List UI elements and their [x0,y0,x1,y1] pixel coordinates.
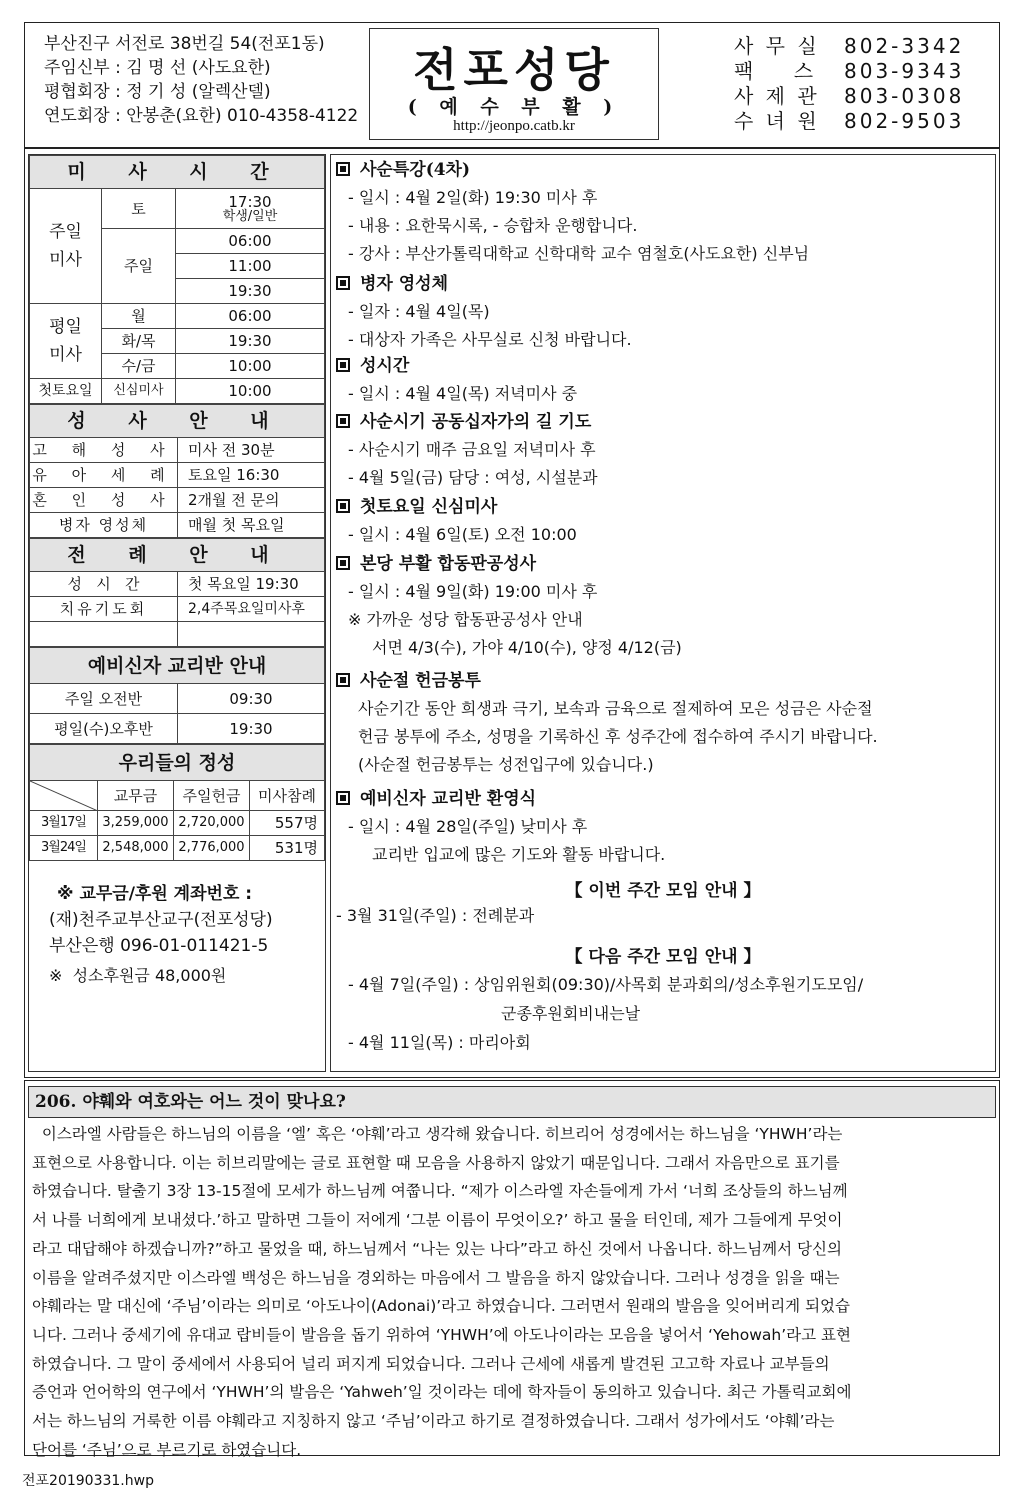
article-line: 서 나를 너희에게 보내셨다.’하고 말하면 그들이 저에게 ‘그분 이름이 무엇이오?’ 하고 물을 터인데, 제가 그들에게 무엇이 [32,1211,843,1230]
notice-title: 성시간 [336,352,577,380]
offering-corner [30,781,98,811]
diagonal-line-icon [30,781,98,811]
notice-line: - 4월 5일(금) 담당 : 여성, 시설분과 [348,468,598,487]
offering-value: 2,776,000 [174,836,250,861]
first-sat-kind: 신심미사 [102,379,176,404]
contact-label: 팩 스 [734,59,817,83]
notice-line: (사순절 헌금봉투는 성전입구에 있습니다.) [358,755,654,774]
article-title: 206. 야훼와 여호와는 어느 것이 맞나요? [28,1086,996,1118]
account-number: 부산은행 096-01-011421-5 [49,936,269,956]
contact-row [734,109,964,134]
sacrament-name: 혼 인 성 사 [30,488,178,513]
weekday-mass-label: 평일 미사 [30,304,102,379]
contact-number: 802-9503 [844,109,965,133]
account-info [29,861,325,989]
offering-date: 3월24일 [30,836,98,861]
notice-title: 본당 부활 합동판공성사 [336,550,682,578]
offering-heading: 우리들의 정성 [30,745,325,781]
sacrament-name: 병자 영성체 [30,513,178,538]
offering-value: 2,548,000 [98,836,174,861]
catechism-time: 09:30 [178,684,325,714]
square-bullet-icon [336,673,350,687]
notice-line: - 일시 : 4월 9일(화) 19:00 미사 후 [348,582,598,601]
next-week-list [336,970,863,1057]
square-bullet-icon [336,358,350,372]
liturgy-name: 치유기도회 [30,597,178,622]
catechism-table [29,647,325,744]
liturgy-name [30,622,178,647]
notice-line: - 사순시기 매주 금요일 저녁미사 후 [348,440,596,459]
article-line: 라고 대답해야 하겠습니까?”하고 물었을 때, 하느님께서 “나는 있는 나다”라고 하신 것에서 나옵니다. 하느님께서 당신의 [32,1239,842,1258]
square-bullet-icon [336,276,350,290]
notice-title: 예비신자 교리반 환영식 [336,785,665,813]
notice [336,352,577,408]
notice-line: - 일자 : 4월 4일(목) [348,302,490,321]
liturgy-value [178,622,325,647]
article-line: 이름을 알려주셨지만 이스라엘 백성은 하느님을 경외하는 마음에서 그 발음을 하지 않았습니다. 그러나 성경을 읽을 때는 [32,1268,840,1287]
weekday-day: 월 [102,304,176,329]
sun-label: 주일 [102,229,176,304]
offering-col: 주일헌금 [174,781,250,811]
offering-value: 3,259,000 [98,811,174,836]
offering-col: 미사참례 [250,781,325,811]
article-line: 하였습니다. 그 말이 중세에서 사용되어 널리 퍼지게 되었습니다. 그러나 근세에 새롭게 발견된 고고학 자료나 교부들의 [32,1354,830,1373]
sacrament-name: 유 아 세 례 [30,463,178,488]
notice-title: 사순시기 공동십자가의 길 기도 [336,408,598,436]
square-bullet-icon [336,556,350,570]
sponsor-amount: ※ 성소후원금 48,000원 [49,966,227,985]
first-sat-time: 10:00 [176,379,325,404]
offering-value: 531명 [250,836,325,861]
contact-label: 사 제 관 [734,84,820,108]
catechism-heading: 예비신자 교리반 안내 [30,648,325,684]
notice-line: - 강사 : 부산가톨릭대학교 신학대학 교수 염철호(사도요한) 신부님 [348,244,810,263]
contact-row [734,59,964,84]
next-week-title: 【 다음 주간 모임 안내 】 [565,947,761,967]
liturgy-name: 성 시 간 [30,572,178,597]
square-bullet-icon [336,499,350,513]
liturgy-value: 2,4주목요일미사후 [178,597,325,622]
notice-line: - 일시 : 4월 28일(주일) 낮미사 후 [348,817,588,836]
notice [336,408,598,492]
article-line: 하였습니다. 탈출기 3장 13-15절에 모세가 하느님께 여쭙니다. “제가 이스라엘 자손들에게 가서 ‘너희 조상들의 하느님께 [32,1182,848,1201]
offering-value: 557명 [250,811,325,836]
page-subtitle: ( 예 수 부 활 ) [407,96,621,118]
weekday-time: 06:00 [176,304,325,329]
article-line: 표현으로 사용합니다. 이는 히브리말에는 글로 표현할 때 모음을 사용하지 않았기 때문입니다. 그래서 자음만으로 표기를 [32,1153,840,1172]
contact-label: 사 무 실 [734,34,820,58]
notice [336,667,878,779]
article-line: 단어를 ‘주님’으로 부르기로 하였습니다. [32,1440,302,1459]
sun-time: 19:30 [176,279,325,304]
contact-label: 수 녀 원 [734,109,820,133]
website-url: http://jeonpo.catb.kr [453,118,575,134]
square-bullet-icon [336,162,350,176]
notice-line: 헌금 봉투에 주소, 성명을 기록하신 후 성주간에 접수하여 주시기 바랍니다. [358,727,878,746]
weekday-time: 10:00 [176,354,325,379]
notice-title: 사순특강(4차) [336,156,809,184]
notice-title: 병자 영성체 [336,270,632,298]
notice-line: 사순기간 동안 희생과 극기, 보속과 금육으로 절제하여 모은 성금은 사순절 [358,699,873,718]
offering-value: 2,720,000 [174,811,250,836]
offering-col: 교무금 [98,781,174,811]
notice-line: - 일시 : 4월 6일(토) 오전 10:00 [348,525,577,544]
sat-note: 학생/일반 [222,209,278,224]
contact-row [734,84,964,109]
notice [336,493,577,549]
this-week-item: - 3월 31일(주일) : 전례분과 [336,906,535,925]
contact-number: 803-9343 [844,59,965,83]
catechism-time: 19:30 [178,714,325,744]
liturgy-table [29,538,325,647]
catechism-class: 주일 오전반 [30,684,178,714]
offering-table [29,744,325,861]
sat-label: 토 [102,189,176,229]
account-owner: (재)천주교부산교구(전포성당) [49,910,273,930]
liturgy-value: 첫 목요일 19:30 [178,572,325,597]
sacrament-heading: 성 사 안 내 [30,405,325,438]
sun-time: 11:00 [176,254,325,279]
page-title: 전포성당 [413,43,615,97]
sunday-mass-label: 주일 미사 [30,189,102,304]
article-body [28,1120,996,1464]
next-week-item: - 4월 11일(목) : 마리아회 [348,1033,531,1052]
parish-info [44,32,358,128]
weekday-day: 수/금 [102,354,176,379]
mass-table [29,155,325,404]
weekday-day: 화/목 [102,329,176,354]
article-line: 니다. 그러나 중세기에 유대교 랍비들이 발음을 돕기 위하여 ‘YHWH’에 아도나이라는 모음을 넣어서 ‘Yehowah’라고 표현 [32,1325,851,1344]
square-bullet-icon [336,414,350,428]
notice-line: - 대상자 가족은 사무실로 신청 바랍니다. [348,330,632,349]
article-line: 이스라엘 사람들은 하느님의 이름을 ‘엘’ 혹은 ‘야훼’라고 생각해 왔습니다. 히브리어 성경에서는 하느님을 ‘YHWH’라는 [32,1125,843,1143]
left-column [28,154,326,1072]
pastor: 주임신부 : 김 명 선 (사도요한) [44,58,271,78]
sacrament-value: 미사 전 30분 [178,438,325,463]
next-week-item: 군종후원회비내는날 [501,1004,641,1023]
notice-title: 첫토요일 신심미사 [336,493,577,521]
contact-row [734,34,964,59]
notice-line: 교리반 입교에 많은 기도와 활동 바랍니다. [372,845,666,864]
weekday-time: 19:30 [176,329,325,354]
first-sat-label: 첫토요일 [30,379,102,404]
liturgy-heading: 전 례 안 내 [30,539,325,572]
prayer-president: 연도회장 : 안봉춘(요한) 010-4358-4122 [44,106,359,126]
sacrament-value: 매월 첫 목요일 [178,513,325,538]
notice [336,156,809,268]
notice [336,550,682,662]
sun-time: 06:00 [176,229,325,254]
notice-title: 사순절 헌금봉투 [336,667,878,695]
this-week-title: 【 이번 주간 모임 안내 】 [565,881,761,901]
footer-filename: 전포20190331.hwp [22,1473,154,1489]
notice [336,785,665,869]
council-president: 평협회장 : 정 기 성 (알렉산델) [44,82,271,102]
mass-heading: 미 사 시 간 [30,156,325,189]
notice-line: ※ 가까운 성당 합동판공성사 안내 [348,610,583,629]
square-bullet-icon [336,791,350,805]
account-title: ※ 교무금/후원 계좌번호 : [57,884,253,904]
offering-date: 3월17일 [30,811,98,836]
notice-line: - 내용 : 요한묵시록, - 승합차 운행합니다. [348,216,638,235]
contact-list [734,34,964,134]
address: 부산진구 서전로 38번길 54(전포1동) [44,34,325,54]
contact-number: 803-0308 [844,84,965,108]
contact-number: 802-3342 [844,34,965,58]
sacrament-name: 고 해 성 사 [30,438,178,463]
notice [336,270,632,354]
sat-time: 17:30 [228,193,272,211]
notice-line: - 일시 : 4월 4일(목) 저녁미사 중 [348,384,578,403]
sacrament-value: 토요일 16:30 [178,463,325,488]
article-line: 야훼라는 말 대신에 ‘주님’이라는 의미로 ‘아도나이(Adonai)’라고 하였습니다. 그러면서 원래의 발음을 잊어버리게 되었습 [32,1297,850,1316]
sacrament-table [29,404,325,538]
article-line: 서는 하느님의 거룩한 이름 야훼라고 지칭하지 않고 ‘주님’이라고 하기로 결정하였습니다. 그래서 성가에서도 ‘야훼’라는 [32,1412,835,1431]
sacrament-value: 2개월 전 문의 [178,488,325,513]
catechism-class: 평일(수)오후반 [30,714,178,744]
article-line: 증언과 언어학의 연구에서 ‘YHWH’의 발음은 ‘Yahweh’일 것이라는 데에 학자들이 동의하고 있습니다. 최근 가톨릭교회에 [32,1383,852,1402]
next-week-item: - 4월 7일(주일) : 상임위원회(09:30)/사목회 분과회의/성소후원기도모임/ [348,975,864,994]
notice-line: - 일시 : 4월 2일(화) 19:30 미사 후 [348,188,598,207]
notice-line: 서면 4/3(수), 가야 4/10(수), 양정 4/12(금) [372,638,682,657]
